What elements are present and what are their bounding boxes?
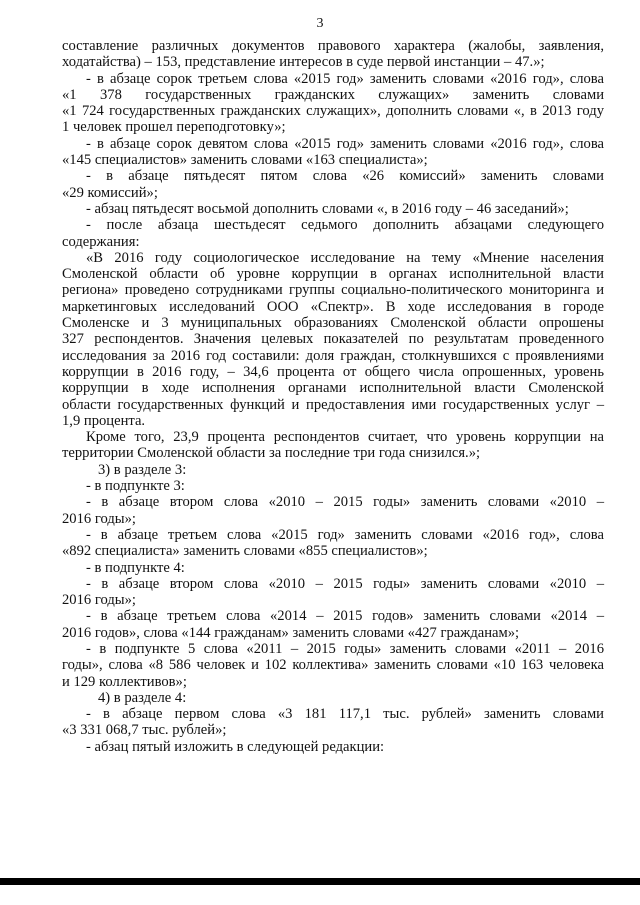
text-line: - в абзаце первом слова «3 181 117,1 тыс. рублей» заменить словами [86,706,604,723]
text-line: «145 специалистов» заменить словами «163 специалиста»; [62,152,428,169]
text-line: - в абзаце втором слова «2010 – 2015 годы» заменить словами «2010 – [86,575,604,592]
text-line: 327 респондентов. Значения целевых показателей по результатам проведенного [62,331,604,348]
text-line: 3) в разделе 3: [98,461,187,478]
text-line: области государственных функций и предоставления ими государственных услуг – [62,396,604,413]
text-line: 1,9 процента. [62,412,146,429]
text-line: - в абзаце сорок девятом слова «2015 год» заменить словами «2016 год», слова [86,135,604,152]
text-line: территории Смоленской области за последние три года снизился.»; [62,445,481,462]
text-line: 1 человек прошел переподготовку»; [62,119,286,136]
text-line: Смоленской области об уровне коррупции в органах исполнительной власти [62,266,604,283]
text-line: содержания: [62,233,140,250]
text-line: «1 724 государственных гражданских служащих», дополнить словами «, в 2013 году [62,103,604,120]
text-line: «892 специалиста» заменить словами «855 специалистов»; [62,543,428,560]
text-line: - в подпункте 5 слова «2011 – 2015 годы» заменить словами «2011 – 2016 [86,640,604,657]
text-line: - в абзаце третьем слова «2014 – 2015 годов» заменить словами «2014 – [86,608,604,625]
text-line: исследования за 2016 год составили: доля граждан, столкнувшихся с проявлениями [62,347,604,364]
text-line: - в абзаце сорок третьем слова «2015 год» заменить словами «2016 год», слова [86,70,604,87]
text-line: - в абзаце втором слова «2010 – 2015 годы» заменить словами «2010 – [86,494,604,511]
page-number: 3 [316,16,324,31]
text-line: - в подпункте 4: [86,559,185,576]
text-line: «29 комиссий»; [62,184,158,201]
text-line: Кроме того, 23,9 процента респондентов считает, что уровень коррупции на [86,429,604,446]
text-line: «1 378 государственных гражданских служащих» заменить словами [62,86,604,103]
text-line: «В 2016 году социологическое исследование на тему «Мнение населения [86,249,604,266]
text-line: 2016 годы»; [62,510,136,527]
text-line: ходатайства) – 153, представление интересов в суде первой инстанции – 47.»; [62,54,545,71]
text-line: Смоленске и 3 муниципальных образованиях Смоленской области опрошены [62,315,604,332]
text-line: 2016 годов», слова «144 гражданам» заменить словами «427 гражданам»; [62,624,520,641]
text-line: - в абзаце пятьдесят пятом слова «26 комиссий» заменить словами [86,168,604,185]
text-line: коррупции в ходе исполнения органами исполнительной власти Смоленской [62,380,604,397]
text-line: годы», слова «8 586 человек и 102 коллектива» заменить словами «10 163 человека [62,657,604,674]
text-line: - в подпункте 3: [86,478,185,495]
text-line: - в абзаце третьем слова «2015 год» заменить словами «2016 год», слова [86,526,604,543]
document-body [62,38,604,755]
text-line: 4) в разделе 4: [98,689,187,706]
text-line: региона» проведено сотрудниками группы социально-политического мониторинга и [62,282,604,299]
text-line: - абзац пятый изложить в следующей редакции: [86,738,385,755]
text-line: и 129 коллективов»; [62,673,187,690]
text-line: составление различных документов правового характера (жалобы, заявления, [62,38,604,54]
text-line: «3 331 068,7 тыс. рублей»; [62,722,227,739]
text-line: - абзац пятьдесят восьмой дополнить словами «, в 2016 году – 46 заседаний»; [86,200,569,217]
text-line: 2016 годы»; [62,592,136,609]
bottom-border-line [0,878,640,885]
text-line: коррупции в 2016 году, – 34,6 процента от общего числа опрошенных, уровень [62,363,604,380]
text-line: маркетинговых исследований ООО «Спектр». В ходе исследования в городе [62,298,604,315]
text-line: - после абзаца шестьдесят седьмого дополнить абзацами следующего [86,217,604,234]
